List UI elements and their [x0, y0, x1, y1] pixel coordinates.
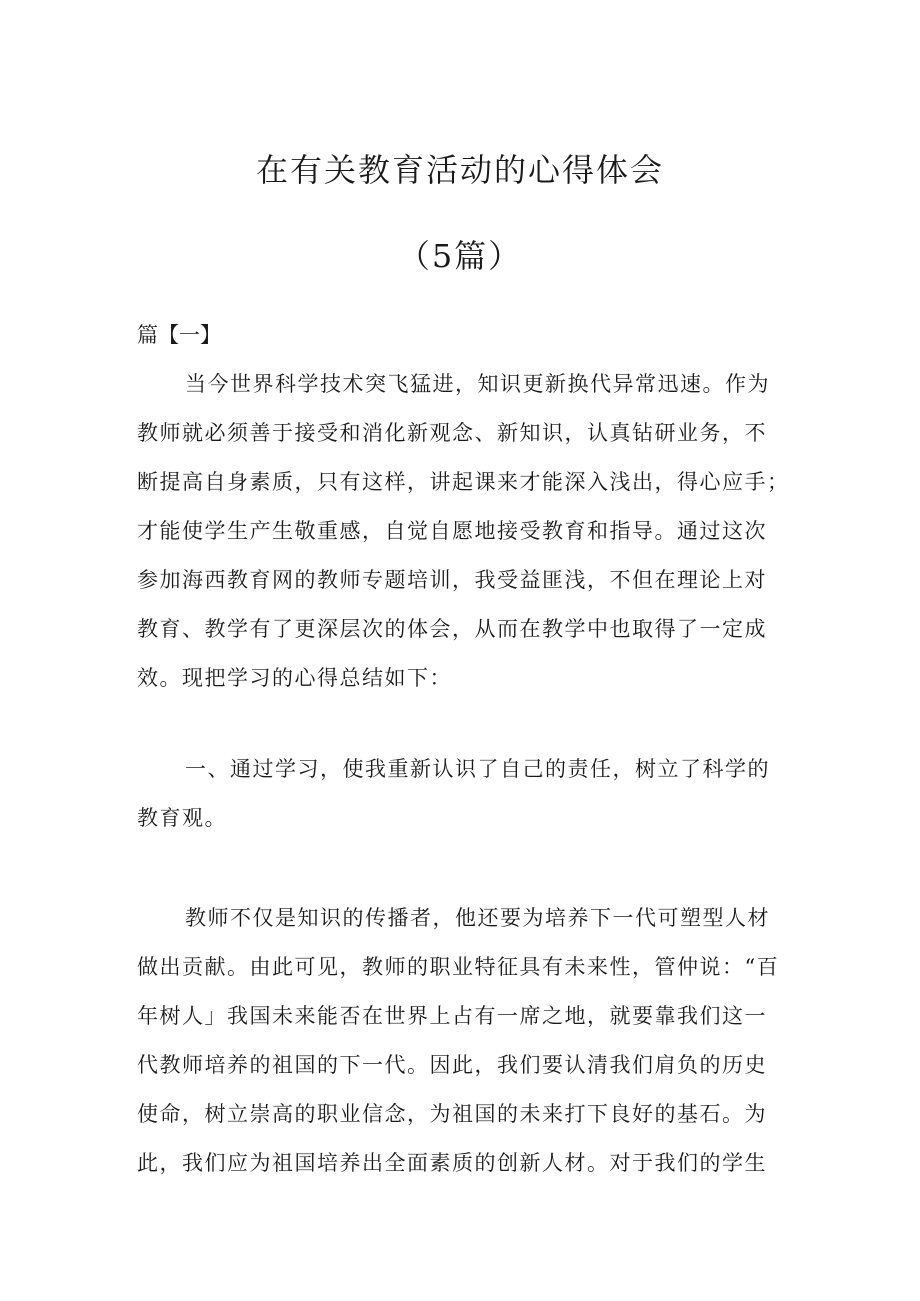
- paragraph-line: 才能使学生产生敬重感，自觉自愿地接受教育和指导。通过这次: [137, 519, 767, 543]
- paragraph-line: 参加海西教育网的教师专题培训，我受益匪浅，不但在理论上对: [137, 568, 767, 592]
- paragraph-line: 一、通过学习，使我重新认识了自己的责任，树立了科学的: [185, 757, 770, 781]
- paragraph-line: 年树人」我国未来能否在世界上占有一席之地，就要靠我们这一: [137, 1004, 767, 1028]
- document-subtitle: （5篇）: [397, 237, 523, 275]
- paragraph-point-one: [137, 745, 797, 843]
- paragraph-line: 当今世界科学技术突飞猛进，知识更新换代异常迅速。作为: [185, 372, 770, 396]
- paragraph-line: 教师不仅是知识的传播者，他还要为培养下一代可塑型人材: [185, 906, 770, 930]
- paragraph-line: 教育、教学有了更深层次的体会，从而在教学中也取得了一定成: [137, 617, 767, 641]
- paragraph-line: 使命，树立崇高的职业信念，为祖国的未来打下良好的基石。为: [137, 1102, 767, 1126]
- paragraph-line: 教师就必须善于接受和消化新观念、新知识，认真钻研业务，不: [137, 421, 767, 445]
- paragraph-intro: [137, 360, 797, 703]
- paragraph-line: 此，我们应为祖国培养出全面素质的创新人材。对于我们的学生: [137, 1151, 767, 1175]
- paragraph-line: 效。现把学习的心得总结如下：: [137, 666, 452, 690]
- paragraph-line: 教育观。: [137, 806, 227, 830]
- section-label: 篇【一】: [137, 323, 221, 347]
- paragraph-body: [137, 894, 797, 1188]
- paragraph-line: 做出贡献。由此可见，教师的职业特征具有未来性，管仲说：“百: [137, 955, 780, 979]
- paragraph-line: 断提高自身素质，只有这样，讲起课来才能深入浅出，得心应手；: [137, 470, 790, 494]
- paragraph-line: 代教师培养的祖国的下一代。因此，我们要认清我们肩负的历史: [137, 1053, 767, 1077]
- document-title: 在有关教育活动的心得体会: [255, 151, 664, 189]
